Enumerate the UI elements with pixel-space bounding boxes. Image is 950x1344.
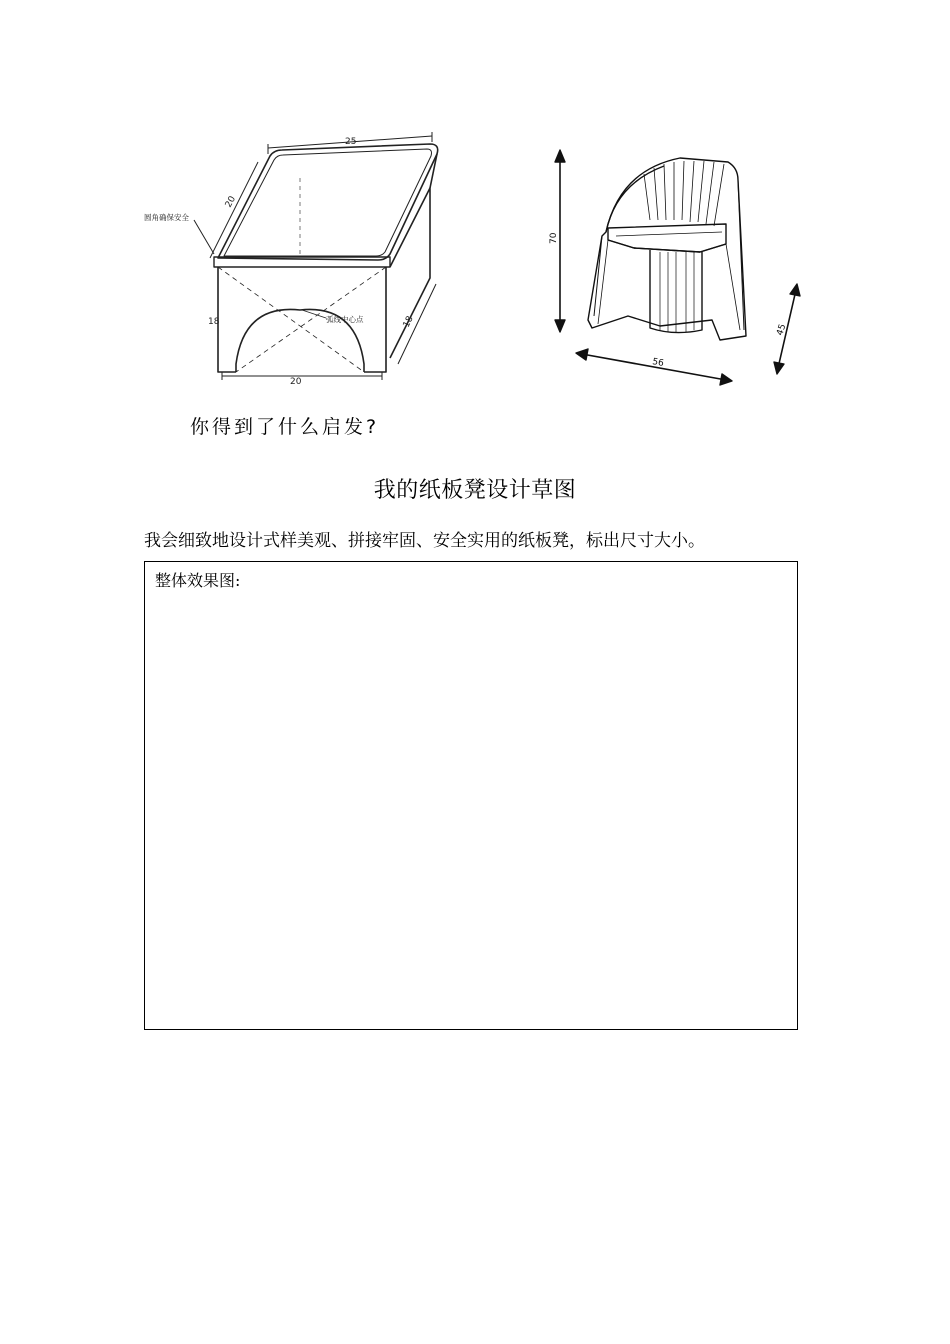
stool-dim-height: 18 (208, 317, 220, 327)
stool-dim-top: 25 (345, 137, 357, 147)
stool-note-arc-center: 弧线中心点 (326, 315, 364, 324)
stool-dim-depth: 20 (223, 194, 239, 210)
sketch-drawing-area[interactable] (144, 561, 798, 1030)
reflection-question: 你得到了什么启发? (190, 416, 380, 438)
chair-dim-height: 70 (549, 232, 559, 244)
stool-note-rounded-corner: 圆角确保安全 (144, 213, 189, 222)
chair-dim-width: 56 (651, 357, 665, 369)
stool-dim-bottom: 20 (290, 377, 302, 387)
chair-dim-depth: 45 (775, 322, 789, 337)
stool-sketch-figure (140, 128, 470, 390)
design-instruction: 我会细致地设计式样美观、拼接牢固、安全实用的纸板凳，标出尺寸大小。 (144, 531, 705, 551)
sketch-box-label: 整体效果图: (155, 571, 241, 590)
stool-dim-side: 18 (401, 314, 416, 330)
chair-sketch-figure (540, 140, 810, 390)
page-title: 我的纸板凳设计草图 (373, 478, 577, 503)
